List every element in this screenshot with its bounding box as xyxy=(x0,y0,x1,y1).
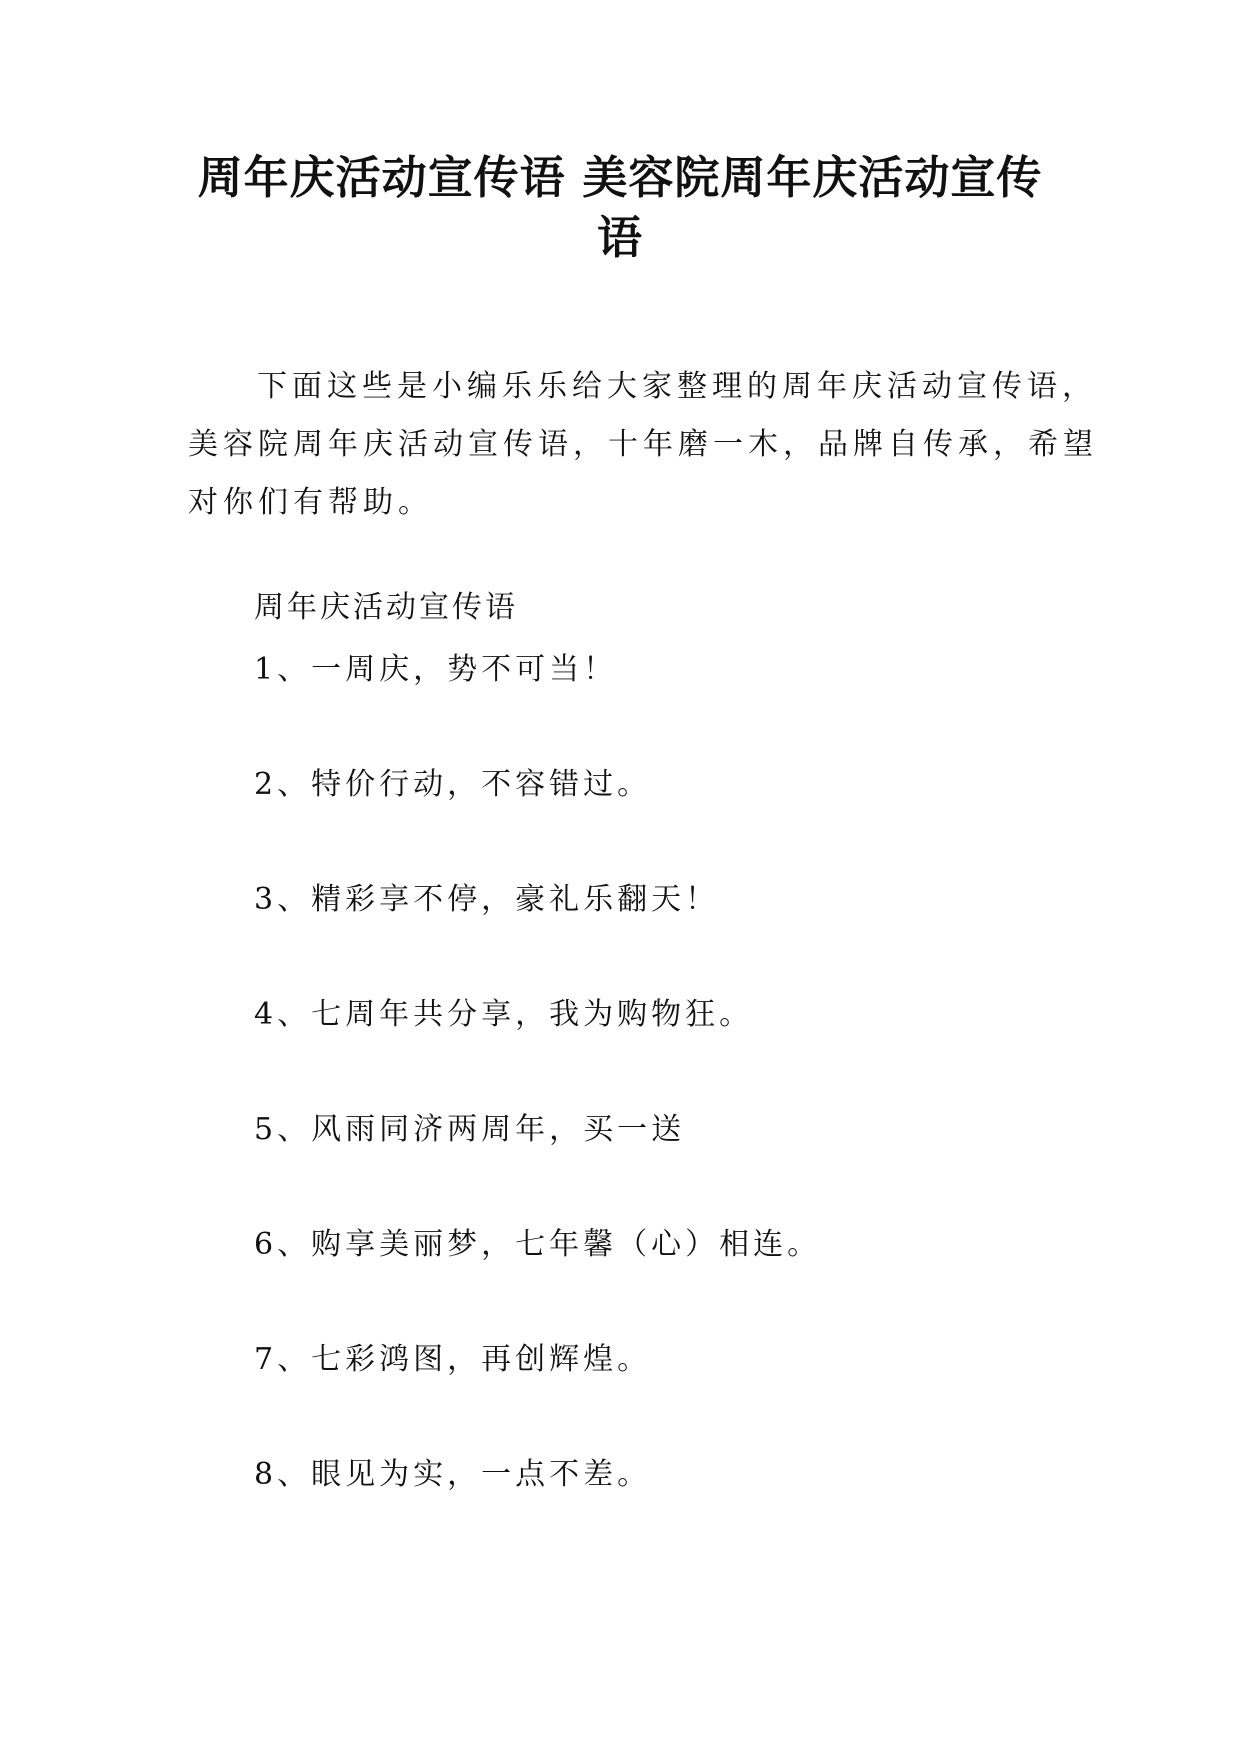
slogan-item: 7、七彩鸿图，再创辉煌。 xyxy=(254,1342,652,1377)
slogan-item: 2、特价行动，不容错过。 xyxy=(254,767,652,802)
title-line-2: 语 xyxy=(596,211,643,264)
slogan-item: 6、购享美丽梦，七年馨（心）相连。 xyxy=(254,1227,822,1262)
intro-paragraph xyxy=(188,358,1098,532)
slogan-item: 8、眼见为实，一点不差。 xyxy=(254,1457,652,1492)
section-heading: 周年庆活动宣传语 xyxy=(254,590,518,625)
slogan-item: 1、一周庆，势不可当！ xyxy=(254,652,618,687)
slogan-item: 4、七周年共分享，我为购物狂。 xyxy=(254,997,754,1032)
intro-line-2: 美容院周年庆活动宣传语，十年磨一木，品牌自传承，希望 xyxy=(188,427,1098,462)
slogan-item: 3、精彩享不停，豪礼乐翻天！ xyxy=(254,882,720,917)
intro-line-1: 下面这些是小编乐乐给大家整理的周年庆活动宣传语， xyxy=(257,369,1097,404)
title-line-1: 周年庆活动宣传语 美容院周年庆活动宣传 xyxy=(197,151,1043,204)
slogan-item: 5、风雨同济两周年，买一送 xyxy=(254,1112,686,1147)
intro-line-3: 对你们有帮助。 xyxy=(188,485,433,520)
document-title xyxy=(185,148,1055,268)
